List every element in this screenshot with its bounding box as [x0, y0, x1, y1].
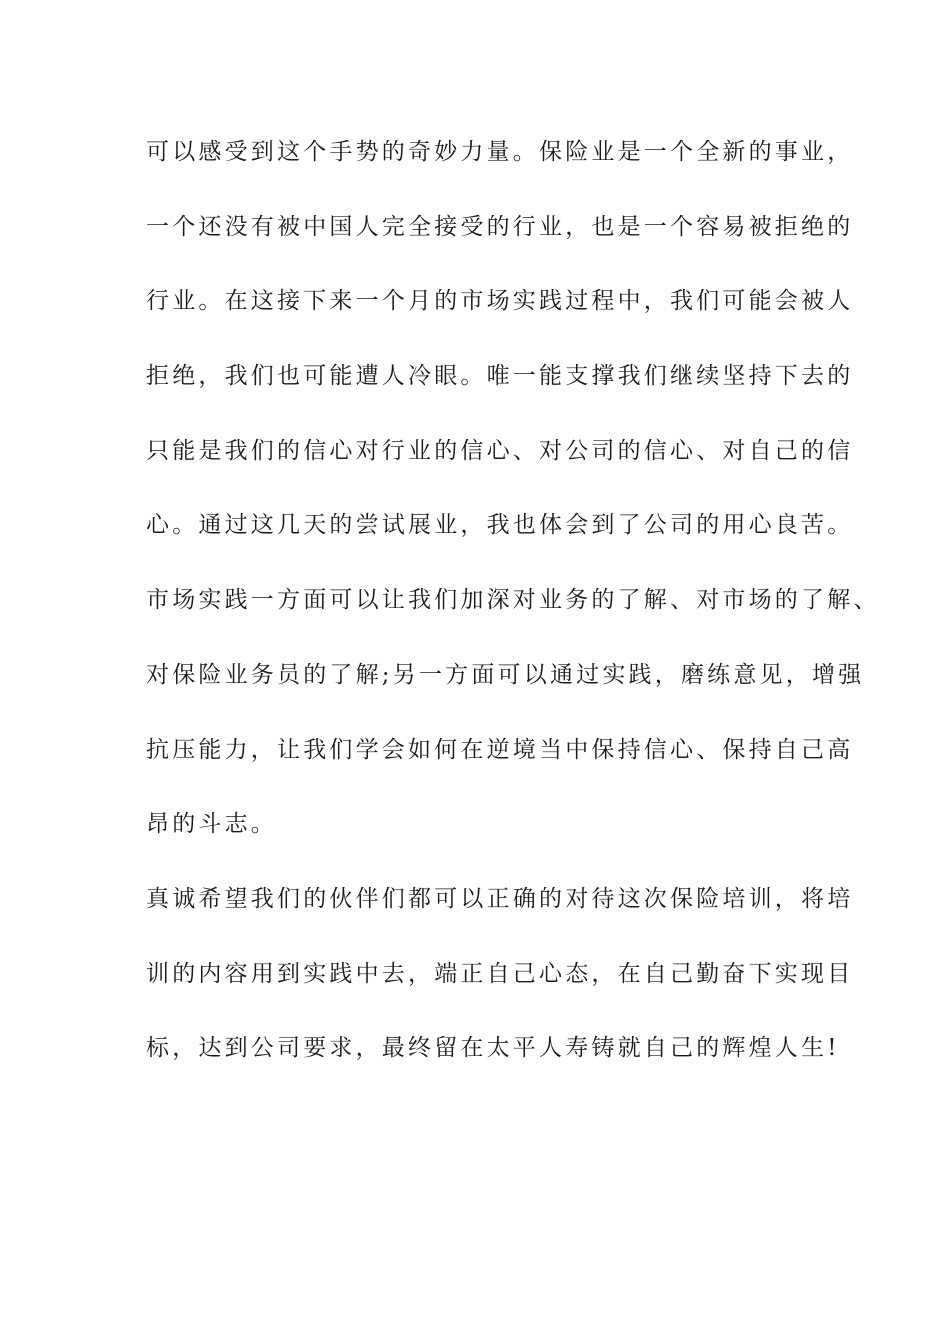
text-line: 训的内容用到实践中去，端正自己心态，在自己勤奋下实现目 — [146, 960, 854, 987]
text-line: 只能是我们的信心对行业的信心、对公司的信心、对自己的信 — [146, 437, 854, 464]
text-line: 一个还没有被中国人完全接受的行业，也是一个容易被拒绝的 — [146, 213, 854, 240]
text-line: 拒绝，我们也可能遭人冷眼。唯一能支撑我们继续坚持下去的 — [146, 363, 854, 390]
text-line: 心。通过这几天的尝试展业，我也体会到了公司的用心良苦。 — [146, 512, 854, 539]
text-line: 市场实践一方面可以让我们加深对业务的了解、对市场的了解、 — [146, 587, 880, 614]
text-line: 真诚希望我们的伙伴们都可以正确的对待这次保险培训，将培 — [146, 885, 854, 912]
text-line: 对保险业务员的了解;另一方面可以通过实践，磨练意见，增强 — [146, 661, 865, 688]
text-line: 可以感受到这个手势的奇妙力量。保险业是一个全新的事业， — [146, 139, 854, 165]
body-text — [146, 130, 880, 1101]
text-line: 昂的斗志。 — [146, 811, 277, 838]
text-line: 标，达到公司要求，最终留在太平人寿铸就自己的辉煌人生! — [146, 1035, 840, 1062]
text-line: 抗压能力，让我们学会如何在逆境当中保持信心、保持自己高 — [146, 736, 854, 763]
text-line: 行业。在这接下来一个月的市场实践过程中，我们可能会被人 — [146, 288, 854, 315]
